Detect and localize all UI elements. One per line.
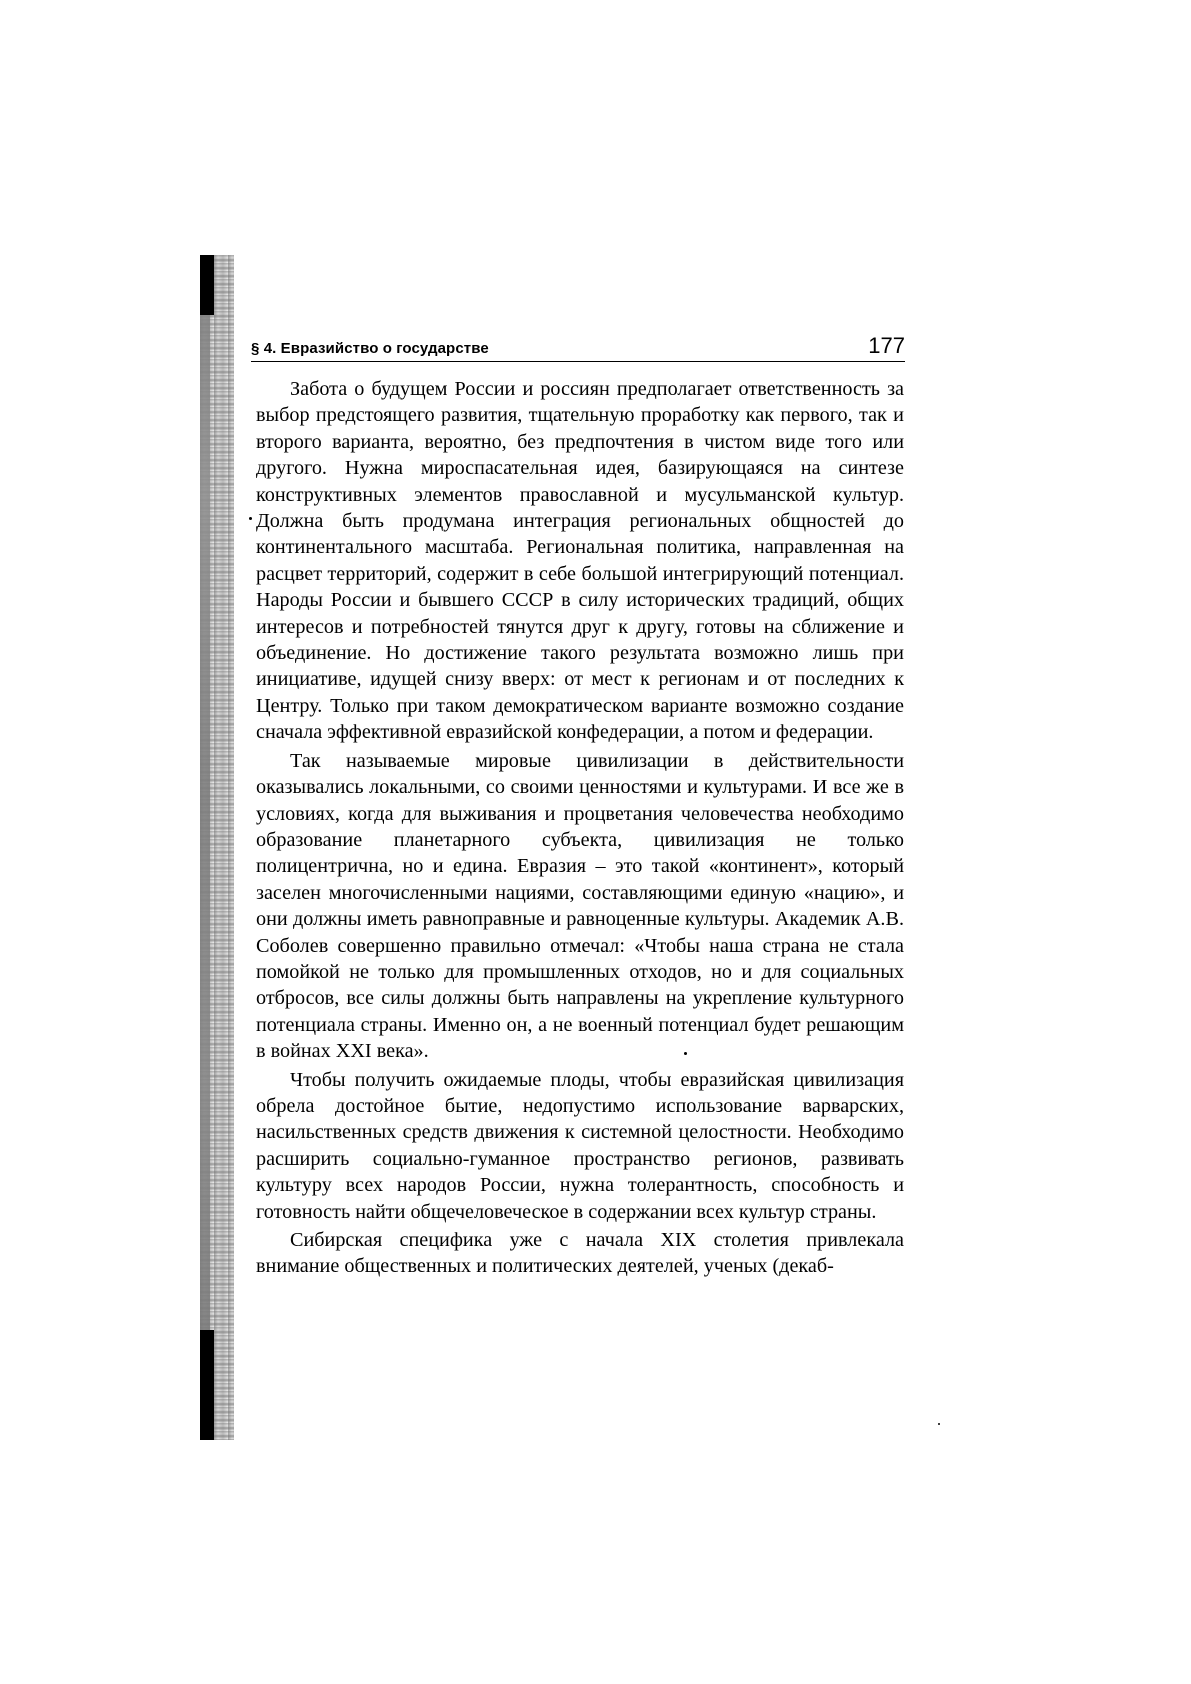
scan-speck — [684, 1052, 687, 1055]
binding-edge-dark-top — [200, 255, 214, 315]
scan-speck — [938, 1423, 940, 1425]
paragraph-3: Чтобы получить ожидаемые плоды, чтобы евразийская цивилизация обрела достойное бытие, недопустимо использование варварских, насильственных средств движения к системной целостности. Необходимо расширить социально-гуманное пространство регионов, развивать культуру всех народов России, нужна толерантность, способность и готовность найти общечеловеческое в содержании всех культур страны. — [256, 1068, 904, 1223]
paragraph-2: Так называемые мировые цивилизации в действительности оказывались локальными, со своими ценностями и культурами. И все же в условиях, когда для выживания и процветания человечества необходимо образование планетарного субъекта, цивилизация не только полицентрична, но и едина. Евразия – это такой «континент», который заселен многочисленными нациями, составляющими единую «нацию», и они должны иметь равноправные и равноценные культуры. Академик А.В. Соболев совершенно правильно отмечал: «Чтобы наша страна не стала помойкой не только для промышленных отходов, но и для социальных отбросов, все силы должны быть направлены на укрепление культурного потенциала страны. Именно он, а не военный потенциал будет решающим в войнах XXI века». — [256, 749, 904, 1063]
paragraph-4: Сибирская специфика уже с начала XIX столетия привлекала внимание общественных и политических деятелей, ученых (декаб- — [256, 1229, 904, 1278]
binding-edge-dark-bottom — [200, 1330, 214, 1440]
binding-edge-shadow — [200, 255, 234, 1440]
running-head — [251, 333, 905, 362]
scan-speck — [249, 517, 252, 520]
page-number: 177 — [868, 333, 905, 358]
paragraph-1: Забота о будущем России и россиян предполагает ответственность за выбор предстоящего развития, тщательную проработку как первого, так и второго варианта, вероятно, без предпочтения в чистом виде того или другого. Нужна мироспасательная идея, базирующаяся на синтезе конструктивных элементов православной и мусульманской культур. Должна быть продумана интеграция региональных общностей до континентального масштаба. Региональная политика, направленная на расцвет территорий, содержит в себе большой интегрирующий потенциал. Народы России и бывшего СССР в силу исторических традиций, общих интересов и потребностей тянутся друг к другу, готовы на сближение и объединение. Но достижение такого результата возможно лишь при инициативе, идущей снизу вверх: от мест к регионам и от последних к Центру. Только при таком демократическом варианте возможно создание сначала эффективной евразийской конфедерации, а потом и федерации. — [256, 378, 904, 744]
running-head-title: § 4. Евразийство о государстве — [251, 340, 489, 357]
body-text — [256, 376, 904, 1282]
